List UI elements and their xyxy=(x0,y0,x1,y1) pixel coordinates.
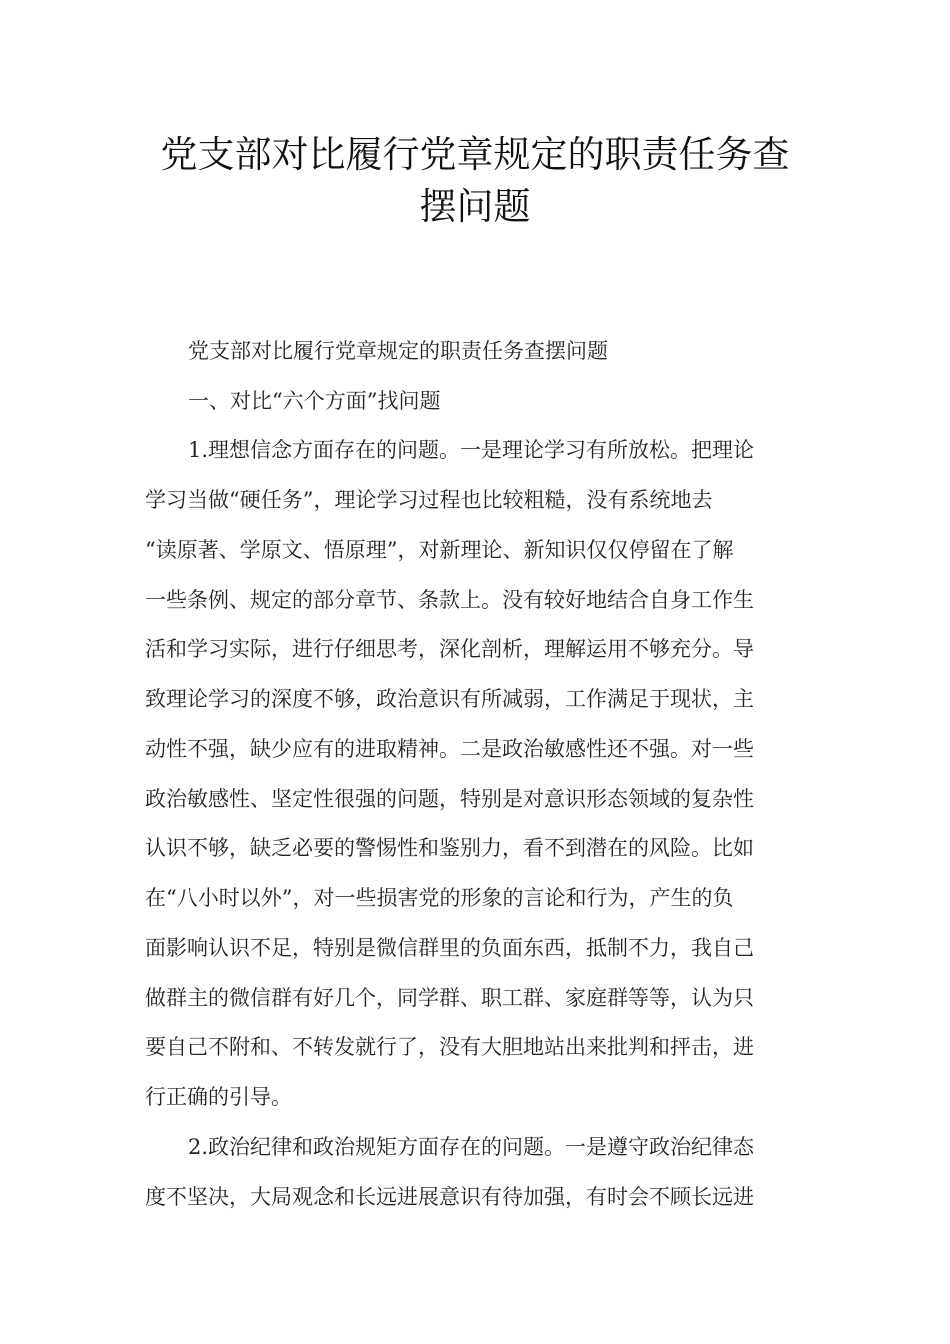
subtitle-line: 党支部对比履行党章规定的职责任务查摆问题 xyxy=(188,339,608,363)
paragraph-line: 2.政治纪律和政治规矩方面存在的问题。一是遵守政治纪律态 xyxy=(188,1135,755,1159)
paragraph-line: 一些条例、规定的部分章节、条款上。没有较好地结合自身工作生 xyxy=(145,588,754,612)
section-heading: 一、对比“六个方面”找问题 xyxy=(188,389,441,413)
paragraph-line: 1.理想信念方面存在的问题。一是理论学习有所放松。把理论 xyxy=(188,438,755,462)
paragraph-line: 致理论学习的深度不够，政治意识有所减弱，工作满足于现状，主 xyxy=(145,687,754,711)
document-title-line-1: 党支部对比履行党章规定的职责任务查 xyxy=(160,133,790,176)
paragraph-line: 活和学习实际，进行仔细思考，深化剖析，理解运用不够充分。导 xyxy=(145,637,754,661)
paragraph-line: 度不坚决，大局观念和长远进展意识有待加强，有时会不顾长远进 xyxy=(145,1185,754,1209)
paragraph-line: “读原著、学原文、悟原理”，对新理论、新知识仅仅停留在了解 xyxy=(145,538,734,562)
document-title-line-2: 摆问题 xyxy=(419,185,531,228)
paragraph-line: 学习当做“硬任务”，理论学习过程也比较粗糙，没有系统地去 xyxy=(145,488,713,512)
paragraph-line: 动性不强，缺少应有的进取精神。二是政治敏感性还不强。对一些 xyxy=(145,737,754,761)
paragraph-line: 要自己不附和、不转发就行了，没有大胆地站出来批判和抨击，进 xyxy=(145,1035,754,1059)
paragraph-line: 认识不够，缺乏必要的警惕性和鉴别力，看不到潜在的风险。比如 xyxy=(145,836,754,860)
paragraph-line: 面影响认识不足，特别是微信群里的负面东西，抵制不力，我自己 xyxy=(145,936,754,960)
paragraph-line: 在“八小时以外”，对一些损害党的形象的言论和行为，产生的负 xyxy=(145,886,734,910)
paragraph-line: 行正确的引导。 xyxy=(145,1085,292,1109)
paragraph-line: 做群主的微信群有好几个，同学群、职工群、家庭群等等，认为只 xyxy=(145,986,754,1010)
paragraph-line: 政治敏感性、坚定性很强的问题，特别是对意识形态领域的复杂性 xyxy=(145,787,754,811)
